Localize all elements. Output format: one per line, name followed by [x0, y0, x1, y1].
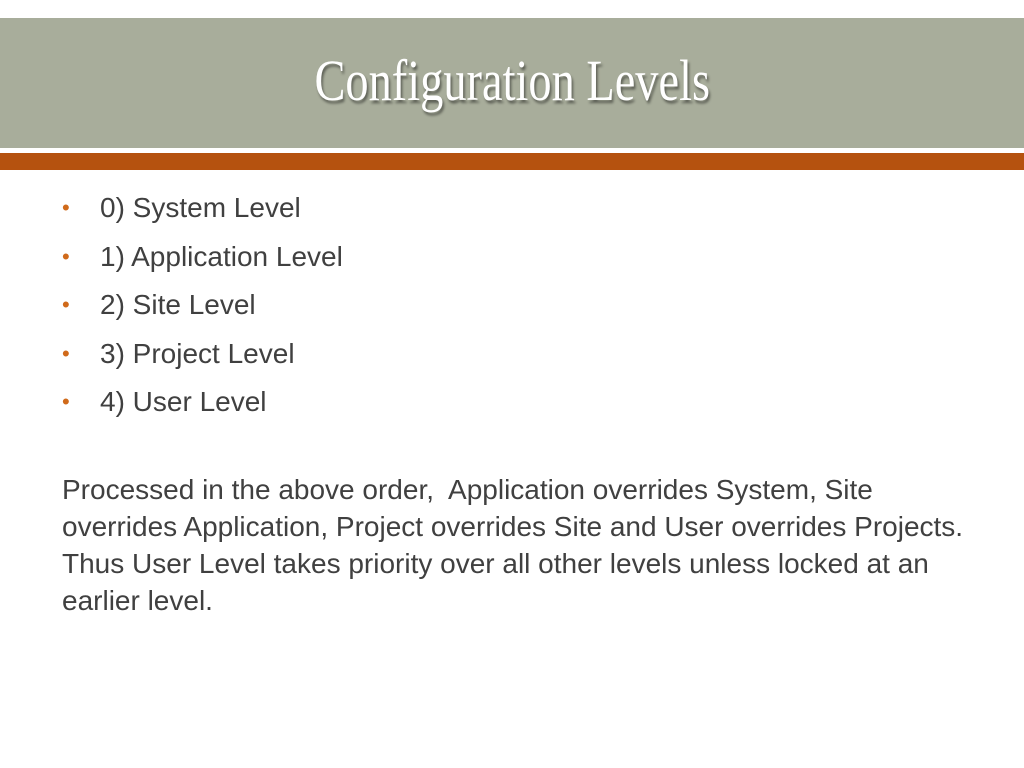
bullet-icon: • [62, 195, 70, 220]
description-paragraph: Processed in the above order, Application overrides System, Site overrides Application, Project overrides Site and User overrides Projects. Thus User Level takes priority over all other levels unless locked at an earlier level. [62, 473, 979, 616]
bullet-text: 1) Application Level [100, 240, 343, 272]
slide-title: Configuration Levels [314, 47, 710, 113]
bullet-list [62, 184, 982, 427]
slide-content [62, 184, 982, 619]
bullet-icon: • [62, 292, 70, 317]
bullet-item-system [62, 184, 982, 233]
bullet-item-project [62, 330, 982, 379]
bullet-icon: • [62, 389, 70, 414]
title-band [0, 18, 1024, 148]
bullet-text: 4) User Level [100, 386, 267, 417]
bullet-text: 3) Project Level [100, 337, 295, 369]
bullet-text: 2) Site Level [100, 289, 256, 320]
bullet-icon: • [62, 340, 70, 366]
bullet-item-user [62, 378, 982, 427]
bullet-icon: • [62, 243, 70, 269]
bullet-item-site [62, 281, 982, 330]
bullet-item-application [62, 233, 982, 282]
bullet-text: 0) System Level [100, 192, 301, 223]
accent-bar [0, 153, 1024, 170]
